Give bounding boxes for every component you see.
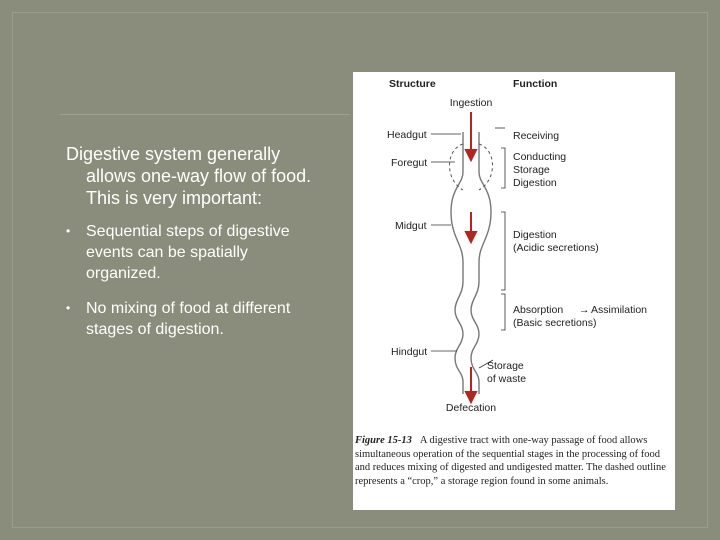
figure-caption (355, 434, 671, 488)
digestive-tract-diagram (353, 72, 675, 432)
caption-text: A digestive tract with one-way passage of food allows simultaneous operation of the sequential stages in the processing of food and reduces mixing of digested and undigested matter. The dashed outline represents a “crop,” a storage region found in some animals. (355, 435, 666, 487)
acidic-secretions-label: (Acidic secretions) (513, 242, 599, 254)
storage-waste-label: Storage (487, 360, 524, 372)
conducting-label: Conducting (513, 151, 567, 163)
digestion-label: Digestion (513, 177, 557, 189)
tract-outline (451, 132, 491, 394)
function-labels (487, 130, 647, 385)
storage-waste-label: of waste (487, 373, 527, 385)
bullet-text: Sequential steps of digestive events can be spatially organized. (86, 223, 290, 282)
hindgut-label: Hindgut (391, 346, 428, 358)
bullet-item (66, 298, 316, 340)
figure-panel (353, 72, 675, 510)
midgut-label: Midgut (395, 220, 427, 232)
headgut-label: Headgut (387, 129, 427, 141)
arrow-down-icon (466, 232, 476, 242)
right-arrow-icon: → (579, 304, 590, 316)
receiving-label: Receiving (513, 130, 560, 142)
bullet-text: No mixing of food at different stages of digestion. (86, 300, 291, 338)
assimilation-label: Assimilation (591, 304, 648, 316)
storage-label: Storage (513, 164, 550, 176)
bullet-dot-icon: • (66, 224, 71, 238)
foregut-label: Foregut (391, 157, 428, 169)
figure-number: Figure 15-13 (355, 435, 412, 446)
absorption-label: Absorption (513, 304, 564, 316)
arrow-down-icon (466, 150, 476, 160)
slide-text (66, 143, 316, 354)
bullet-list (66, 221, 316, 340)
title-divider (60, 114, 350, 115)
defecation-label: Defecation (445, 402, 497, 414)
ingestion-label: Ingestion (449, 97, 493, 109)
basic-secretions-label: (Basic secretions) (513, 317, 597, 329)
bullet-item (66, 221, 316, 284)
digestion-label: Digestion (513, 229, 557, 241)
slide-heading: Digestive system generally allows one-way flow of food. This is very important: (66, 144, 312, 208)
structure-header: Structure (389, 78, 436, 90)
arrow-down-icon (466, 392, 476, 402)
function-header: Function (513, 78, 558, 90)
bullet-dot-icon: • (66, 301, 71, 315)
